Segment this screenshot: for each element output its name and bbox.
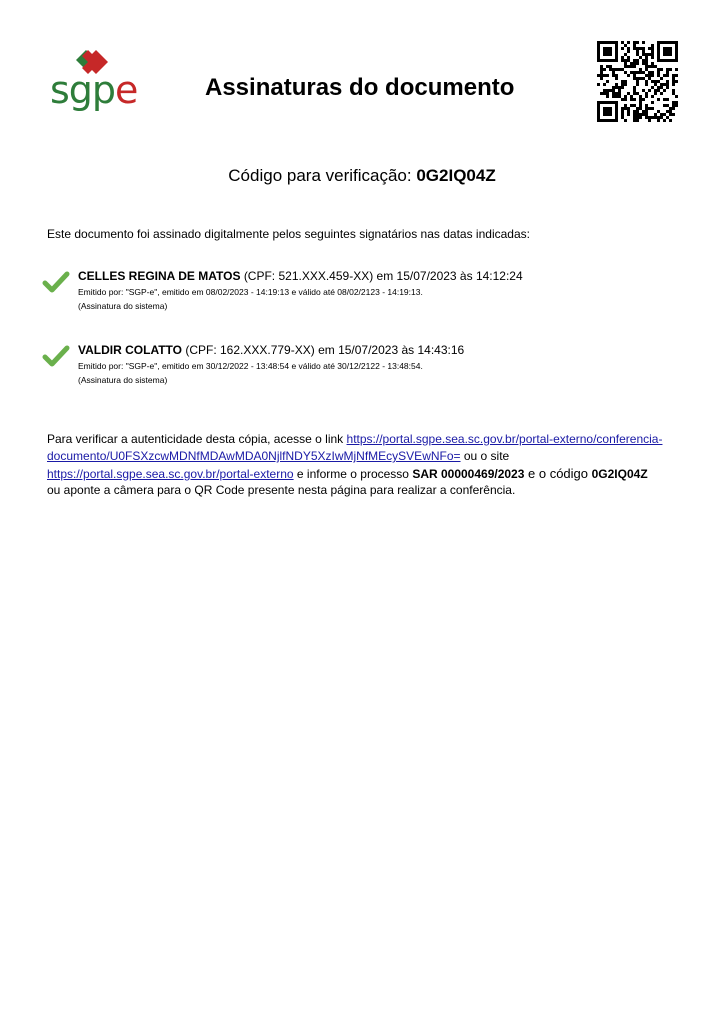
verification-link-part2[interactable]: documento/U0FSXzcwMDNfMDAwMDA0NjlfNDY5XzIwMjNfMEcySVEwNFo= xyxy=(47,449,461,463)
qr-code-icon[interactable] xyxy=(597,41,678,122)
verification-code-line xyxy=(0,165,724,187)
portal-link[interactable]: https://portal.sgpe.sea.sc.gov.br/portal-externo xyxy=(47,467,294,481)
verify-line-4: ou aponte a câmera para o QR Code presente nesta página para realizar a conferência. xyxy=(47,483,516,497)
logo-text-e: e xyxy=(115,68,138,112)
signer-name: VALDIR COLATTO xyxy=(78,343,182,357)
verify-line-1 xyxy=(47,431,687,448)
signer-line xyxy=(78,342,464,358)
verify-line-3 xyxy=(47,465,687,482)
verify-text-3: e informe o processo xyxy=(293,467,413,481)
logo-text-sgp: sgp xyxy=(50,68,116,112)
signer-emitted: Emitido por: "SGP-e", emitido em 08/02/2023 - 14:19:13 e válido até 08/02/2123 - 14:19:13. xyxy=(78,287,423,297)
checkmark-icon xyxy=(42,270,70,294)
verify-line-2 xyxy=(47,448,687,465)
intro-text: Este documento foi assinado digitalmente pelos seguintes signatários nas datas indicadas: xyxy=(47,227,530,241)
verification-instructions xyxy=(47,431,687,499)
verify-text-2: ou o site xyxy=(460,449,510,463)
checkmark-icon xyxy=(42,344,70,368)
logo-text xyxy=(50,68,137,112)
page-title: Assinaturas do documento xyxy=(205,74,515,101)
signer-line xyxy=(78,268,523,284)
sgpe-logo xyxy=(46,46,146,118)
signer-name: CELLES REGINA DE MATOS xyxy=(78,269,241,283)
verify-code: 0G2IQ04Z xyxy=(591,467,648,481)
verify-text-1: Para verificar a autenticidade desta cópia, acesse o link xyxy=(47,432,347,446)
verification-label: Código para verificação: xyxy=(228,166,412,185)
verification-code: 0G2IQ04Z xyxy=(416,166,496,185)
process-number: SAR 00000469/2023 xyxy=(412,467,525,481)
verification-link-part1[interactable]: https://portal.sgpe.sea.sc.gov.br/portal-externo/conferencia- xyxy=(346,432,663,446)
signer-emitted: Emitido por: "SGP-e", emitido em 30/12/2022 - 13:48:54 e válido até 30/12/2122 - 13:48:54. xyxy=(78,361,423,371)
signer-note: (Assinatura do sistema) xyxy=(78,301,168,311)
signer-details: (CPF: 521.XXX.459-XX) em 15/07/2023 às 14:12:24 xyxy=(243,269,523,283)
signer-note: (Assinatura do sistema) xyxy=(78,375,168,385)
qr-code-graphic xyxy=(597,41,678,122)
signer-details: (CPF: 162.XXX.779-XX) em 15/07/2023 às 14:43:16 xyxy=(185,343,465,357)
verify-text-4: e o código xyxy=(524,466,592,481)
